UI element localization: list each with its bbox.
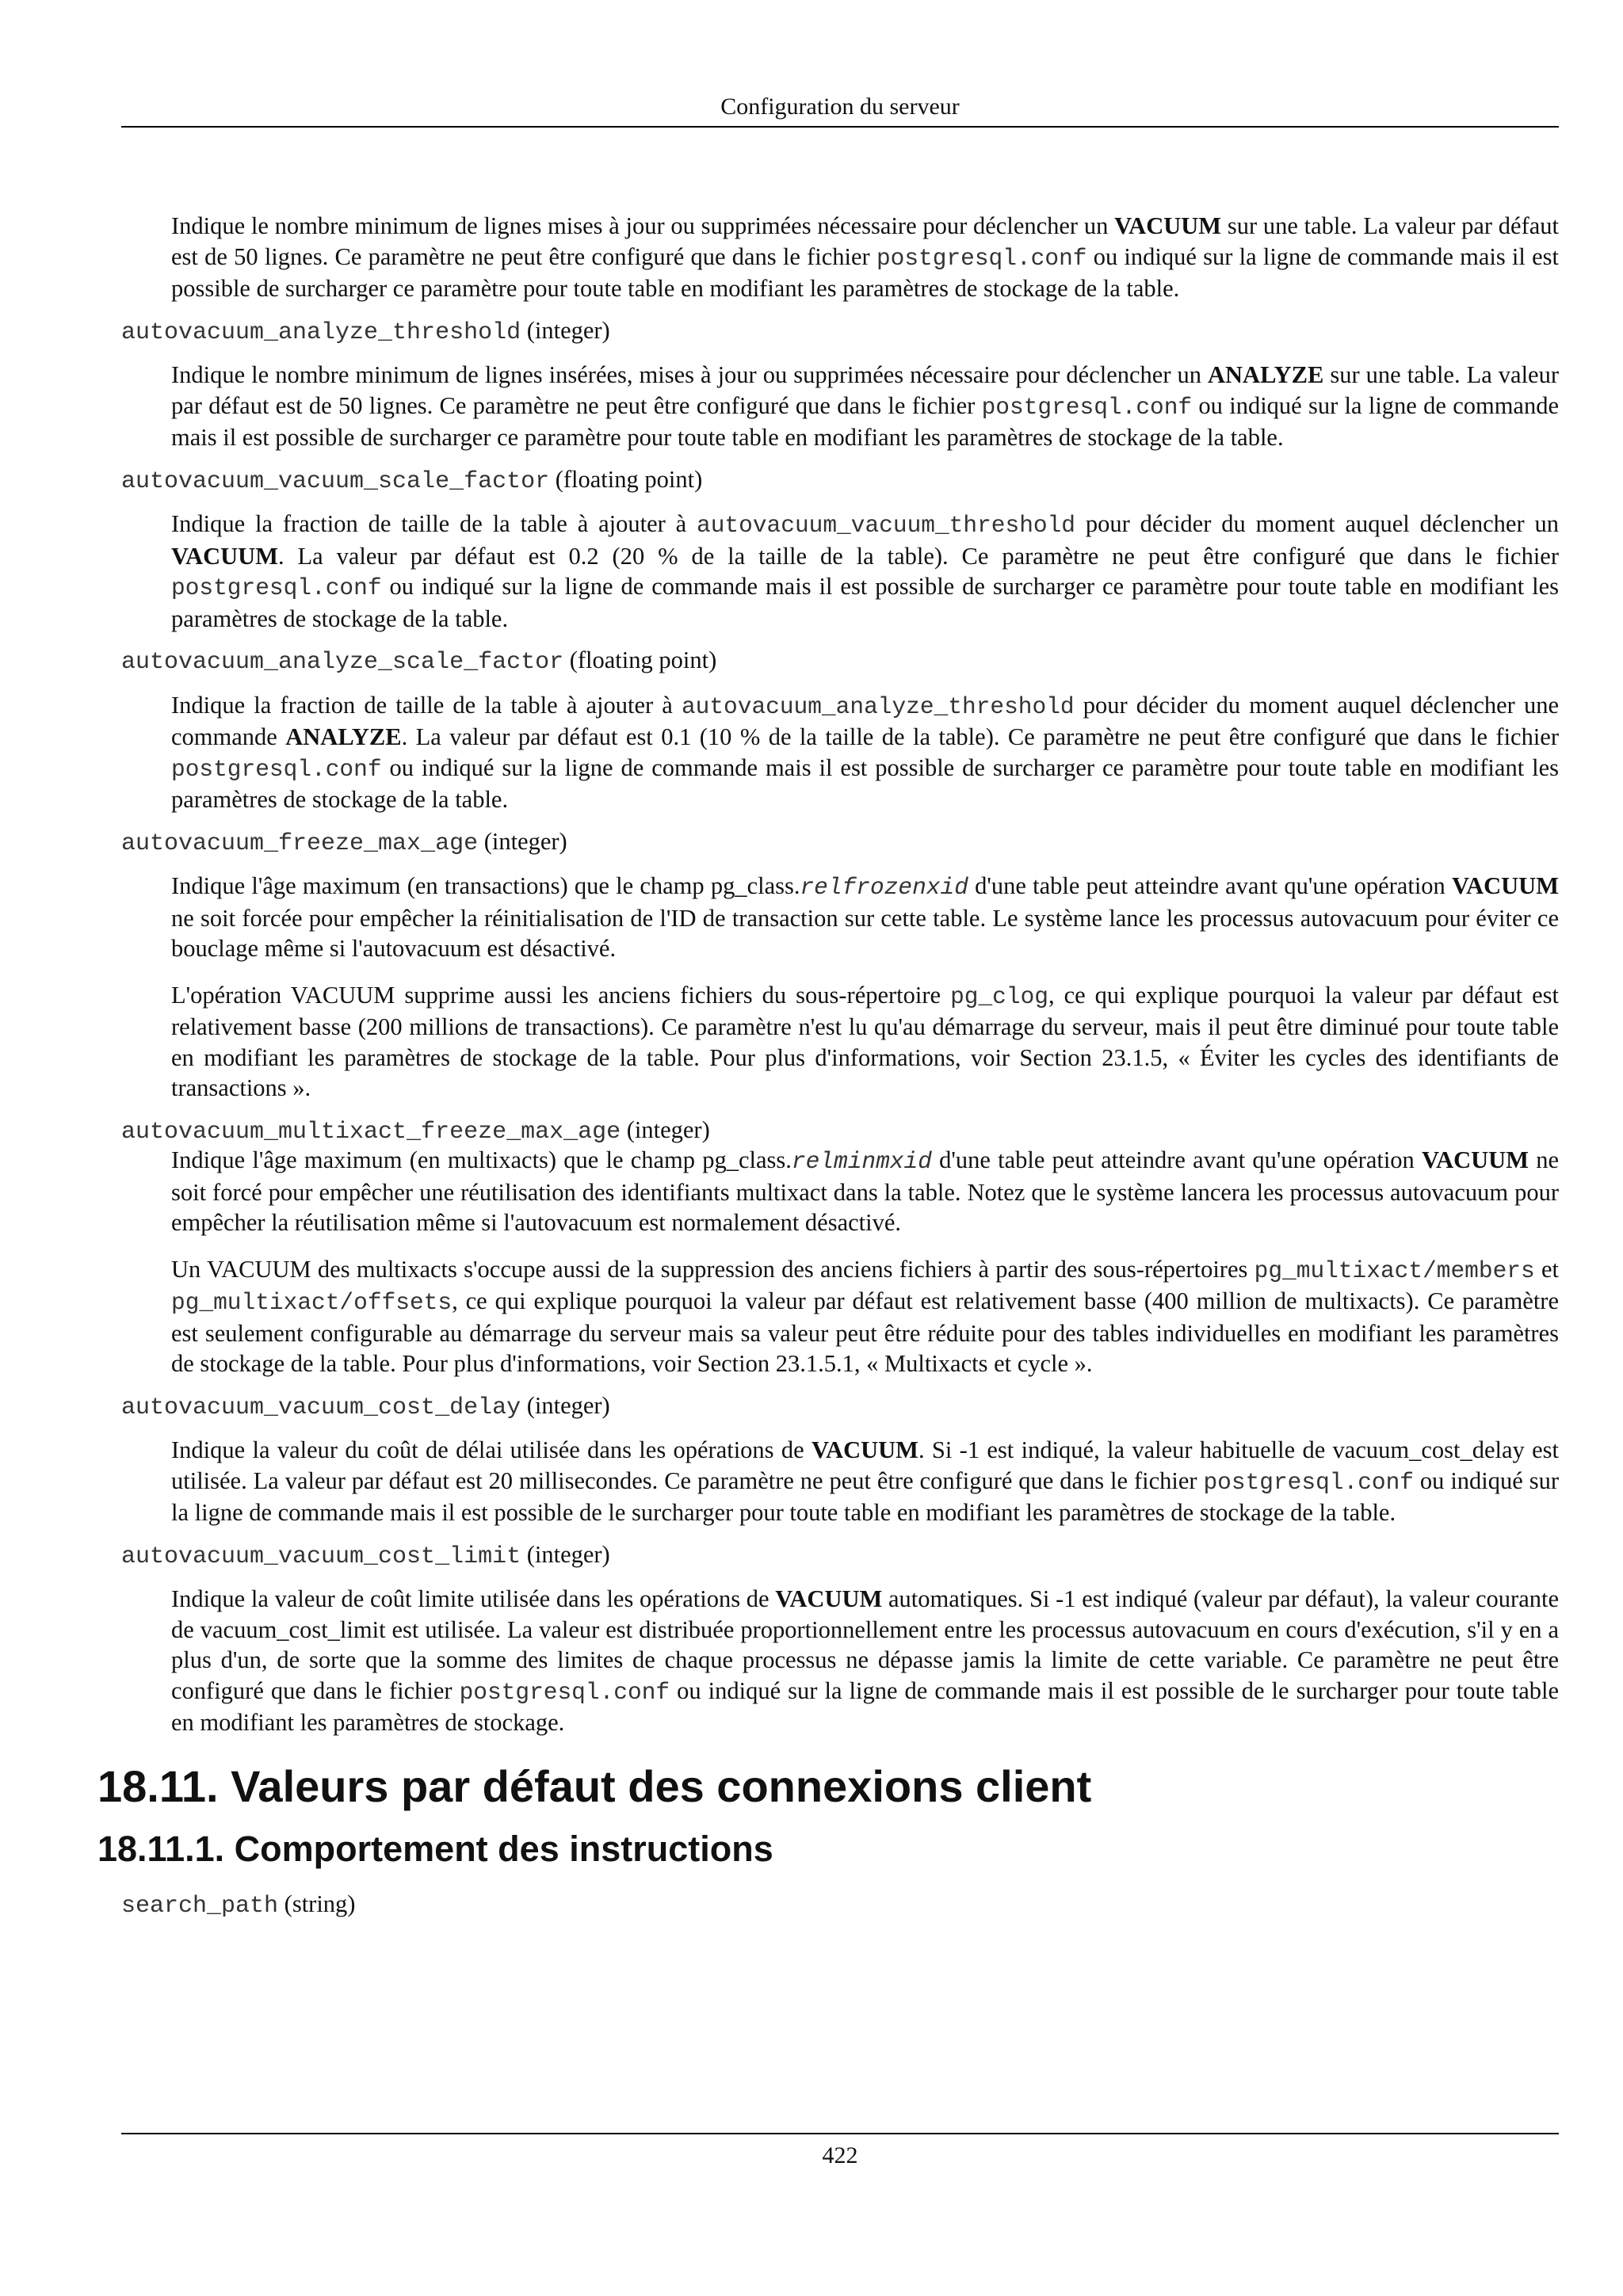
param-term-vacuum-cost-delay: autovacuum_vacuum_cost_delay (integer) bbox=[121, 1391, 610, 1421]
intro-description bbox=[171, 211, 1559, 304]
document-body bbox=[97, 211, 1560, 1920]
param-term-vacuum-scale-factor: autovacuum_vacuum_scale_factor (floating point) bbox=[121, 465, 703, 495]
param-desc-vacuum-cost-delay: Indique la valeur du coût de délai utilisée dans les opérations de VACUUM. Si -1 est indiqué, la valeur habituelle de vacuum_cost_delay est utilisée. La valeur par défaut est 20 millisecondes. Ce paramètre ne peut être configuré que dans le fichier postgresql.conf ou indiqué sur la ligne de commande mais il est possible de le surcharger pour toute table en modifiant les paramètres de stockage de la table. bbox=[171, 1436, 1559, 1526]
subsection-heading: 18.11.1. Comportement des instructions bbox=[97, 1828, 773, 1869]
param-desc-analyze-scale-factor: Indique la fraction de taille de la table à ajouter à autovacuum_analyze_threshold pour décider du moment auquel déclencher une commande ANALYZE. La valeur par défaut est 0.1 (10 % de la taille de la table). Ce paramètre ne peut être configuré que dans le fichier postgresql.conf ou indiqué sur la ligne de commande mais il est possible de surcharger ce paramètre pour toute table en modifiant les paramètres de stockage de la table. bbox=[171, 691, 1559, 813]
param-term-freeze-max-age: autovacuum_freeze_max_age (integer) bbox=[121, 827, 567, 857]
keyword-vacuum: VACUUM bbox=[1114, 212, 1222, 239]
param-term-analyze-scale-factor: autovacuum_analyze_scale_factor (floating point) bbox=[121, 646, 717, 676]
page-number: 422 bbox=[121, 2133, 1559, 2169]
param-term-analyze-threshold: autovacuum_analyze_threshold (integer) bbox=[121, 316, 610, 346]
param-desc-analyze-threshold: Indique le nombre minimum de lignes insérées, mises à jour ou supprimées nécessaire pour déclencher un ANALYZE sur une table. La valeur par défaut est de 50 lignes. Ce paramètre ne peut être configuré que dans le fichier postgresql.conf ou indiqué sur la ligne de commande mais il est possible de surcharger ce paramètre pour toute table en modifiant les paramètres de stockage de la table. bbox=[171, 361, 1560, 451]
param-desc-vacuum-cost-limit: Indique la valeur de coût limite utilisée dans les opérations de VACUUM automatiques. Si -1 est indiqué (valeur par défaut), la valeur courante de vacuum_cost_limit est utilisée. La valeur est distribuée proportionnellement entre les processus autovacuum en cours d'exécution, s'il y en a plus d'un, de sorte que la somme des limites de chaque processus ne dépasse jamis la limite de cette variable. Ce paramètre ne peut être configuré que dans le fichier postgresql.conf ou indiqué sur la ligne de commande mais il est possible de le surcharger pour toute table en modifiant les paramètres de stockage. bbox=[171, 1585, 1560, 1736]
section-heading: 18.11. Valeurs par défaut des connexions client bbox=[97, 1760, 1092, 1811]
param-desc-freeze-max-age: Indique l'âge maximum (en transactions) que le champ pg_class.relfrozenxid d'une table peut atteindre avant qu'une opération VACUUM ne soit forcée pour empêcher la réinitialisation de l'ID de transaction sur cette table. Le système lance les processus autovacuum pour éviter ce bouclage même si l'autovacuum est désactivé. L'opération VACUUM supprime aussi les anciens fichiers du sous-répertoire pg_clog, ce qui explique pourquoi la valeur par défaut est relativement basse (200 millions de transactions). Ce paramètre n'est lu qu'au démarrage du serveur, mais il peut être diminué pour toute table en modifiant les paramètres de stockage de la table. Pour plus d'informations, voir Section 23.1.5, « Éviter les cycles des identifiants de transactions ». bbox=[171, 872, 1559, 1101]
intro-paragraph: Indique le nombre minimum de lignes mises à jour ou supprimées nécessaire pour déclencher un VACUUM sur une table. La valeur par défaut est de 50 lignes. Ce paramètre ne peut être configuré que dans le fichier postgresql.conf ou indiqué sur la ligne de commande mais il est possible de surcharger ce paramètre pour toute table en modifiant les paramètres de stockage de la table. bbox=[171, 212, 1560, 302]
param-term-multixact-freeze-max-age: autovacuum_multixact_freeze_max_age (integer) bbox=[121, 1116, 710, 1146]
param-desc-vacuum-scale-factor: Indique la fraction de taille de la table à ajouter à autovacuum_vacuum_threshold pour décider du moment auquel déclencher un VACUUM. La valeur par défaut est 0.2 (20 % de la taille de la table). Ce paramètre ne peut être configuré que dans le fichier postgresql.conf ou indiqué sur la ligne de commande mais il est possible de surcharger ce paramètre pour toute table en modifiant les paramètres de stockage de la table. bbox=[171, 510, 1559, 632]
running-header: Configuration du serveur bbox=[121, 93, 1559, 128]
param-desc-multixact-freeze-max-age: Indique l'âge maximum (en multixacts) que le champ pg_class.relminmxid d'une table peut atteindre avant qu'une opération VACUUM ne soit forcé pour empêcher une réutilisation des identifiants multixact dans la table. Notez que le système lancera les processus autovacuum pour empêcher la réutilisation même si l'autovacuum est normalement désactivé. Un VACUUM des multixacts s'occupe aussi de la suppression des anciens fichiers à partir des sous-répertoires pg_multixact/members et pg_multixact/offsets, ce qui explique pourquoi la valeur par défaut est relativement basse (400 million de multixacts). Ce paramètre est seulement configurable au démarrage du serveur mais sa valeur peut être réduite pour des tables individuelles en modifiant les paramètres de stockage de la table. Pour plus d'informations, voir Section 23.1.5.1, « Multixacts et cycle ». bbox=[171, 1146, 1559, 1377]
param-term-search-path: search_path (string) bbox=[121, 1890, 356, 1920]
param-term-vacuum-cost-limit: autovacuum_vacuum_cost_limit (integer) bbox=[121, 1540, 610, 1570]
filename: postgresql.conf bbox=[876, 244, 1087, 272]
